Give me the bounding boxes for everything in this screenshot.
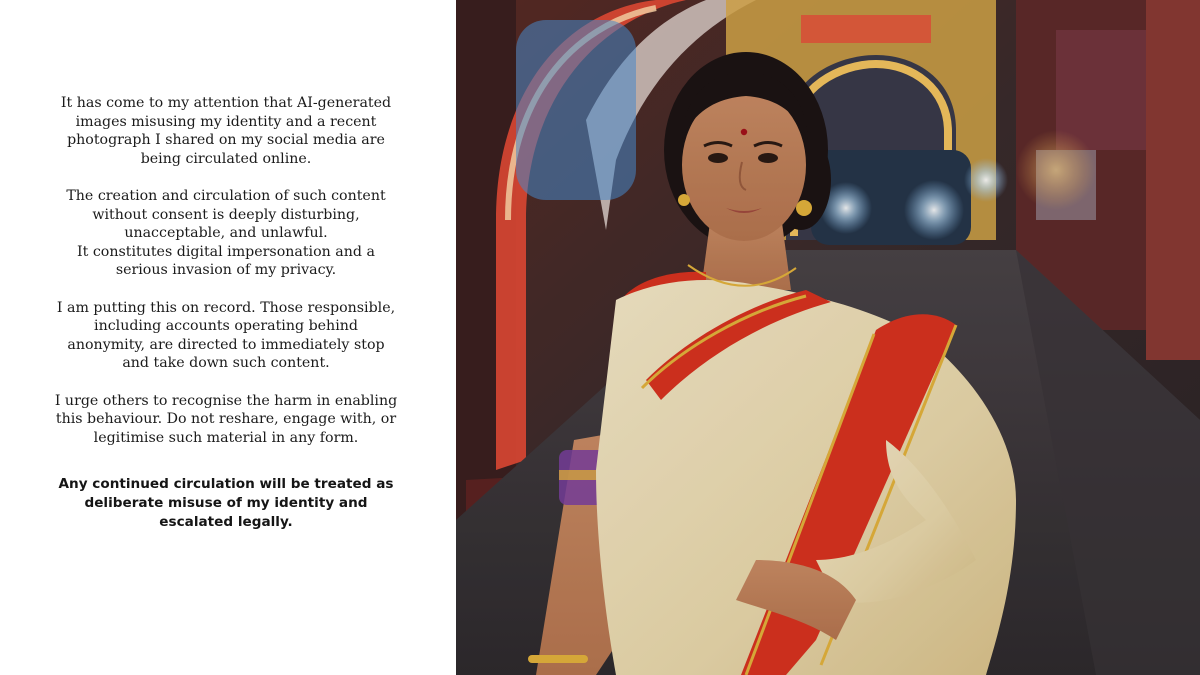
- statement-line: including accounts operating behind: [94, 318, 358, 335]
- statement-line: It has come to my attention that AI-generated: [60, 95, 392, 111]
- statement-line: photograph I shared on my social media are: [67, 132, 385, 149]
- statement-line: I urge others to recognise the harm in enabling: [54, 392, 398, 409]
- statement-line: legitimise such material in any form.: [93, 429, 359, 446]
- statement-paragraph-4: [40, 392, 412, 448]
- closing-line: escalated legally.: [159, 514, 293, 531]
- statement-line: unacceptable, and unlawful.: [124, 225, 328, 242]
- closing-line: deliberate misuse of my identity and: [84, 495, 368, 512]
- statement-line: and take down such content.: [122, 355, 330, 372]
- statement-line: without consent is deeply disturbing,: [92, 206, 360, 223]
- closing-statement: [40, 475, 412, 532]
- statement-line: The creation and circulation of such content: [66, 187, 386, 204]
- statement-line: being circulated online.: [140, 150, 312, 167]
- statement-line: this behaviour. Do not reshare, engage with, or: [55, 411, 397, 428]
- statement-line: I am putting this on record. Those responsible,: [56, 299, 396, 316]
- portrait-photo: [456, 0, 1200, 675]
- statement-text: [40, 94, 412, 551]
- statement-paragraph-3: [40, 299, 412, 373]
- statement-line: images misusing my identity and a recent: [75, 113, 377, 130]
- statement-panel: [0, 0, 456, 675]
- statement-line: It constitutes digital impersonation and a: [77, 243, 375, 260]
- closing-line: Any continued circulation will be treated as: [58, 476, 394, 493]
- statement-line: serious invasion of my privacy.: [115, 262, 337, 279]
- statement-paragraph-2: [40, 187, 412, 280]
- statement-line: anonymity, are directed to immediately stop: [67, 336, 385, 353]
- photo-panel: [456, 0, 1200, 675]
- statement-paragraph-1: [40, 94, 412, 168]
